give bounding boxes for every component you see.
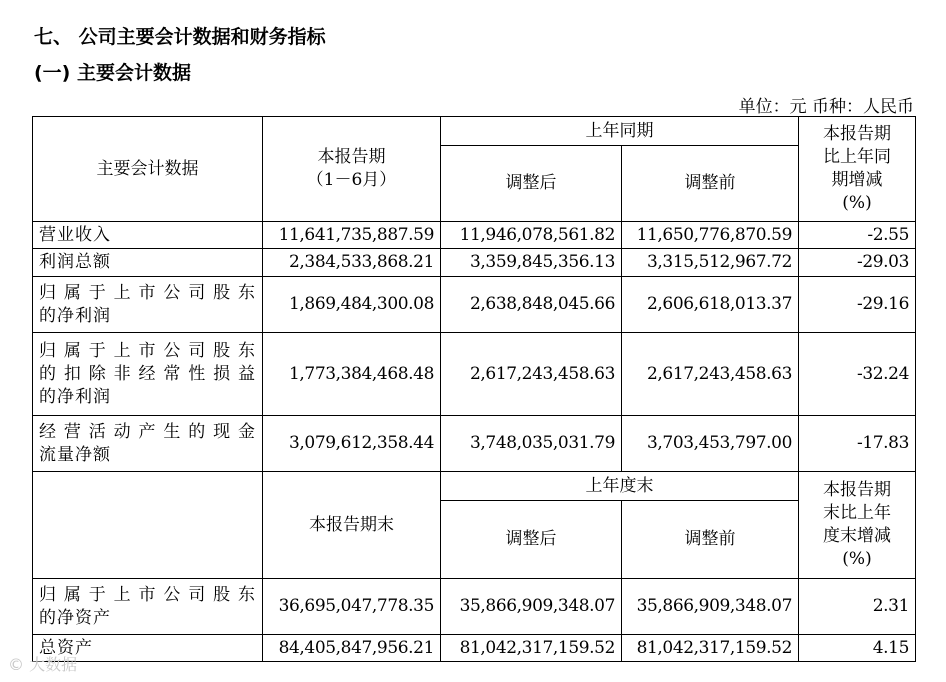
- cell-adjusted: 3,748,035,031.79: [441, 416, 622, 472]
- header-item-blank: [33, 472, 263, 579]
- cell-before: 35,866,909,348.07: [622, 579, 799, 635]
- header-current-line-1: 本报告期: [317, 147, 386, 167]
- header-item: 主要会计数据: [33, 117, 263, 222]
- cell-current: 84,405,847,956.21: [263, 635, 441, 662]
- row-label-line: 的净利润: [39, 305, 111, 326]
- cell-before: 3,315,512,967.72: [622, 249, 799, 277]
- table-row: [33, 333, 916, 416]
- header-before-adjustment: 调整前: [622, 146, 799, 222]
- row-label-line: 流量净额: [39, 444, 111, 465]
- row-label: [33, 277, 263, 333]
- cell-current: 36,695,047,778.35: [263, 579, 441, 635]
- cell-change: 4.15: [799, 635, 916, 662]
- header-change-pct: [799, 472, 916, 579]
- cell-change: 2.31: [799, 579, 916, 635]
- header-change-line-1: 本报告期: [823, 124, 891, 144]
- row-label-line: 归属于上市公司股东: [39, 282, 256, 303]
- row-label-line: 归属于上市公司股东: [39, 584, 256, 605]
- row-label-line: 归属于上市公司股东: [39, 340, 256, 361]
- section-heading: 七、 公司主要会计数据和财务指标: [34, 26, 326, 48]
- subsection-heading: (一) 主要会计数据: [34, 62, 191, 84]
- row-label: [33, 416, 263, 472]
- row-label-line: 的净资产: [39, 607, 111, 628]
- header-period-end: 本报告期末: [263, 472, 441, 579]
- cell-current: 11,641,735,887.59: [263, 222, 441, 249]
- unit-currency-note: 单位：元 币种：人民币: [738, 97, 914, 117]
- watermark: © 大数据: [8, 655, 78, 674]
- header-adjusted: 调整后: [441, 146, 622, 222]
- cell-current: 1,869,484,300.08: [263, 277, 441, 333]
- header-change-line-1: 本报告期: [823, 480, 891, 500]
- row-label: [33, 333, 263, 416]
- table-row: [33, 277, 916, 333]
- cell-adjusted: 11,946,078,561.82: [441, 222, 622, 249]
- cell-current: 2,384,533,868.21: [263, 249, 441, 277]
- cell-current: 1,773,384,468.48: [263, 333, 441, 416]
- header-change-line-2: 比上年同: [823, 147, 891, 167]
- header-before-adjustment: 调整前: [622, 501, 799, 579]
- cell-before: 2,606,618,013.37: [622, 277, 799, 333]
- header-row: [33, 117, 916, 146]
- table-row: [33, 416, 916, 472]
- header-current-line-2: （1－6月）: [306, 170, 397, 190]
- row-label-line: 利润总额: [39, 252, 111, 272]
- cell-before: 81,042,317,159.52: [622, 635, 799, 662]
- table-row: [33, 635, 916, 662]
- header-change-line-3: 度末增减: [823, 526, 891, 546]
- row-label: [33, 249, 263, 277]
- cell-change: -29.03: [799, 249, 916, 277]
- cell-adjusted: 3,359,845,356.13: [441, 249, 622, 277]
- key-accounting-data-table: [32, 116, 916, 662]
- cell-change: -32.24: [799, 333, 916, 416]
- header-change-line-2: 末比上年: [823, 503, 891, 523]
- header-adjusted: 调整后: [441, 501, 622, 579]
- header-change-line-4: (%): [842, 193, 872, 213]
- header-change-pct: [799, 117, 916, 222]
- table-row: [33, 579, 916, 635]
- row-label: [33, 579, 263, 635]
- table-row: [33, 249, 916, 277]
- header-current-period: [263, 117, 441, 222]
- header-change-line-4: (%): [842, 549, 872, 569]
- cell-adjusted: 81,042,317,159.52: [441, 635, 622, 662]
- cell-adjusted: 2,638,848,045.66: [441, 277, 622, 333]
- row-label-line: 总资产: [39, 637, 93, 658]
- row-label-line: 的净利润: [39, 386, 111, 407]
- cell-current: 3,079,612,358.44: [263, 416, 441, 472]
- row-label: [33, 222, 263, 249]
- row-label-line: 营业收入: [39, 224, 111, 245]
- cell-before: 11,650,776,870.59: [622, 222, 799, 249]
- table-row: [33, 222, 916, 249]
- row-label-line: 的扣除非经常性损益: [39, 363, 256, 384]
- header-change-line-3: 期增减: [831, 170, 883, 190]
- header-prior-year-end-group: 上年度末: [441, 472, 799, 501]
- header-prior-period-group: 上年同期: [441, 117, 799, 146]
- cell-change: -2.55: [799, 222, 916, 249]
- header-row: [33, 472, 916, 501]
- cell-change: -17.83: [799, 416, 916, 472]
- cell-before: 3,703,453,797.00: [622, 416, 799, 472]
- cell-before: 2,617,243,458.63: [622, 333, 799, 416]
- cell-adjusted: 35,866,909,348.07: [441, 579, 622, 635]
- cell-change: -29.16: [799, 277, 916, 333]
- row-label-line: 经营活动产生的现金: [39, 421, 256, 442]
- cell-adjusted: 2,617,243,458.63: [441, 333, 622, 416]
